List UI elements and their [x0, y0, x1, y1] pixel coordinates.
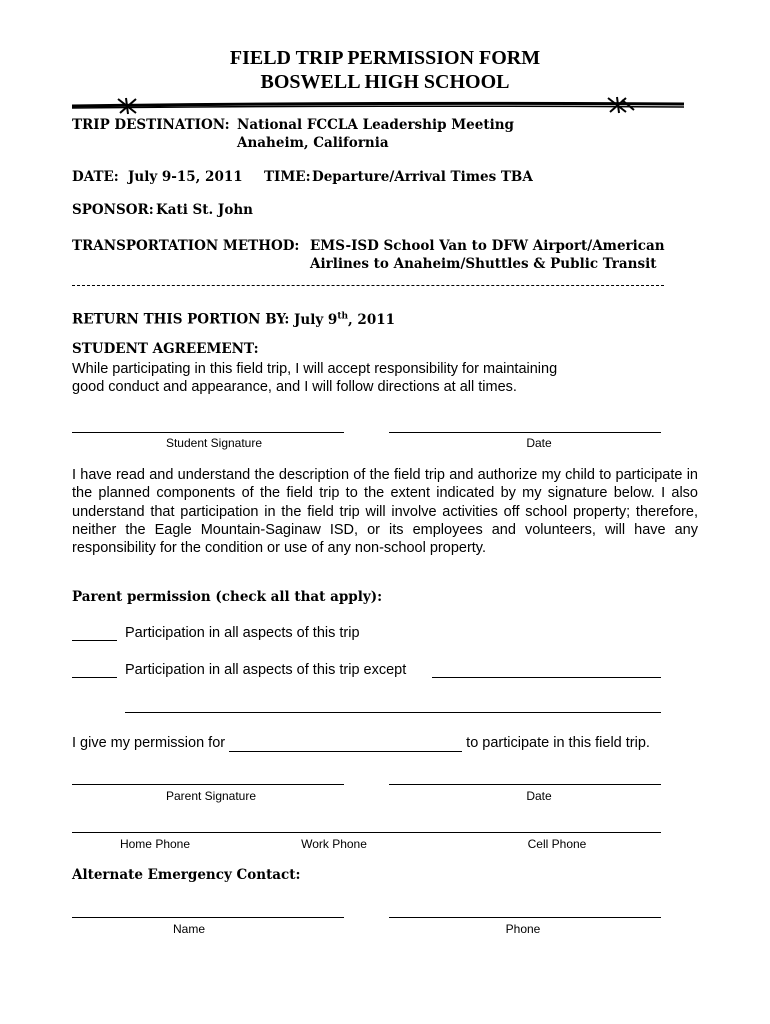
return-by — [72, 311, 395, 328]
return-date-prefix: July 9 — [294, 311, 338, 328]
destination-line2: Anaheim, California — [237, 135, 389, 151]
student-signature-label: Student Signature — [165, 436, 263, 450]
time-value: Departure/Arrival Times TBA — [312, 169, 533, 185]
agreement-line2: good conduct and appearance, and I will follow directions at all times. — [72, 379, 517, 395]
option1-checkbox[interactable] — [72, 640, 117, 641]
emergency-heading: Alternate Emergency Contact: — [72, 867, 301, 883]
transport-line1: EMS-ISD School Van to DFW Airport/American — [310, 238, 665, 254]
exception-field[interactable] — [432, 677, 661, 678]
student-date-field[interactable] — [389, 432, 661, 433]
parent-date-field[interactable] — [389, 784, 661, 785]
parent-paragraph: I have read and understand the description of the field trip and authorize my child to participate in the planned components of the field trip to the extent indicated by my signature below. I also understand that participation in the field trip will involve activities off school property; therefore, neither the Eagle Mountain-Saginaw ISD, or its employees and volunteers, will have any responsibility for the condition or use of any non-school property. — [72, 467, 698, 557]
option2-label: Participation in all aspects of this trip except — [125, 662, 407, 678]
student-date-label: Date — [526, 436, 552, 450]
sponsor-label: SPONSOR: — [72, 202, 154, 218]
parent-signature-label: Parent Signature — [165, 789, 257, 803]
destination-line1: National FCCLA Leadership Meeting — [237, 117, 514, 133]
permission-sentence — [72, 735, 650, 752]
sponsor-value: Kati St. John — [156, 202, 253, 218]
return-date-suffix: , 2011 — [348, 311, 396, 328]
form-title: FIELD TRIP PERMISSION FORM — [229, 47, 541, 69]
emergency-phone-label: Phone — [505, 922, 541, 936]
agreement-heading: STUDENT AGREEMENT: — [72, 341, 259, 357]
return-date-sup: th — [337, 311, 349, 321]
home-phone-label: Home Phone — [119, 837, 191, 851]
decorative-divider — [70, 96, 686, 118]
option2-checkbox[interactable] — [72, 677, 117, 678]
permission-heading: Parent permission (check all that apply): — [72, 589, 383, 605]
time-label: TIME: — [264, 169, 311, 185]
school-name: BOSWELL HIGH SCHOOL — [260, 71, 510, 93]
permission-suffix: to participate in this field trip. — [466, 735, 650, 751]
emergency-name-field[interactable] — [72, 917, 344, 918]
date-label: DATE: — [72, 169, 119, 185]
transport-line2: Airlines to Anaheim/Shuttles & Public Transit — [310, 256, 657, 272]
return-label: RETURN THIS PORTION BY: — [72, 311, 290, 328]
cut-line — [72, 285, 664, 286]
agreement-line1: While participating in this field trip, I will accept responsibility for maintaining — [72, 361, 558, 377]
transport-label: TRANSPORTATION METHOD: — [72, 238, 300, 254]
exception-field-continued[interactable] — [125, 712, 661, 713]
permission-prefix: I give my permission for — [72, 735, 226, 751]
emergency-phone-field[interactable] — [389, 917, 661, 918]
option1-label: Participation in all aspects of this trip — [125, 625, 360, 641]
work-phone-label: Work Phone — [301, 837, 367, 851]
emergency-name-label: Name — [172, 922, 205, 936]
phone-numbers-field[interactable] — [72, 832, 661, 833]
destination-label: TRIP DESTINATION: — [72, 117, 230, 133]
return-date — [294, 312, 395, 328]
cell-phone-label: Cell Phone — [527, 837, 587, 851]
date-value: July 9-15, 2011 — [128, 169, 243, 185]
student-signature-field[interactable] — [72, 432, 344, 433]
child-name-field[interactable] — [229, 735, 462, 752]
parent-date-label: Date — [526, 789, 552, 803]
parent-signature-field[interactable] — [72, 784, 344, 785]
